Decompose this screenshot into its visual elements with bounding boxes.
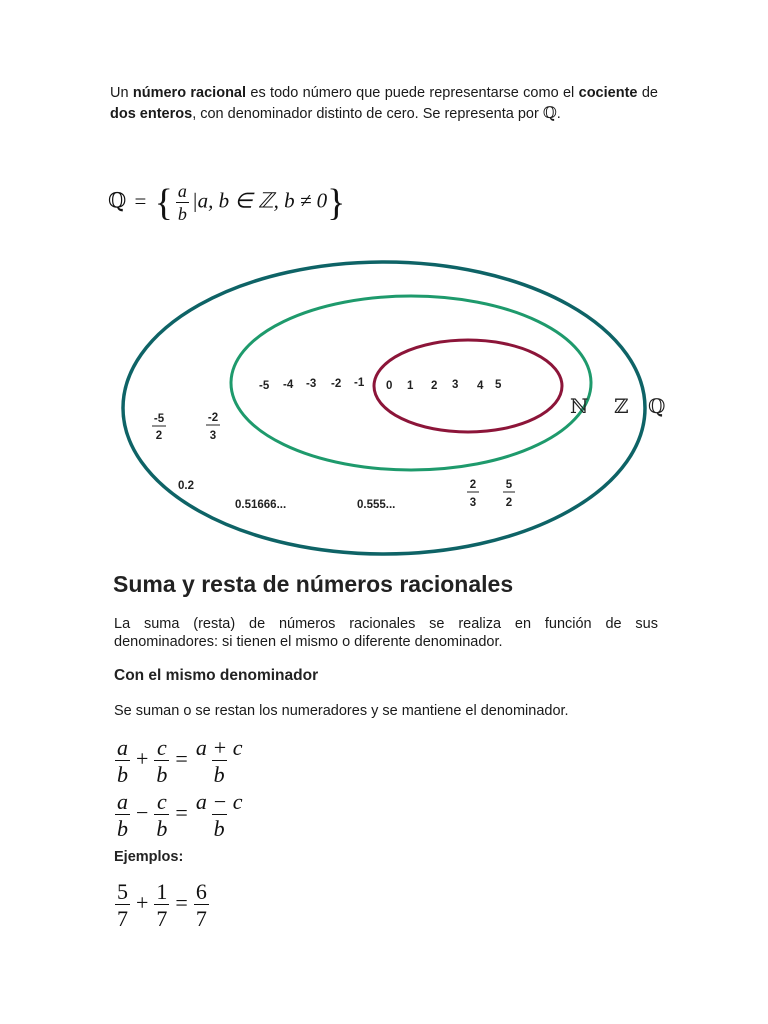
naturals-ellipse bbox=[374, 340, 562, 432]
rationals-label: ℚ bbox=[648, 394, 666, 418]
add-result-num: a + c bbox=[195, 735, 243, 760]
add-frac-2-den: b bbox=[156, 762, 168, 788]
sub-frac-2-den: b bbox=[156, 816, 168, 842]
sub-result-num: a − c bbox=[195, 789, 243, 814]
set-condition: |a, b ∈ ℤ, b ≠ 0 bbox=[191, 188, 328, 213]
integer-minus-4: -4 bbox=[283, 379, 294, 391]
integer-minus-5: -5 bbox=[259, 380, 270, 392]
sub-frac-2 bbox=[154, 790, 169, 840]
sub-result-den: b bbox=[213, 816, 225, 842]
sub-frac-1-den: b bbox=[117, 816, 128, 842]
rational-fraction-2-den: 3 bbox=[209, 430, 217, 442]
add-frac-1 bbox=[115, 736, 130, 786]
rational-fraction-3-num: 2 bbox=[469, 479, 477, 491]
set-equals: = bbox=[134, 188, 147, 213]
rational-fraction-3 bbox=[467, 479, 479, 509]
add-result bbox=[194, 736, 245, 786]
intro-text-5: . bbox=[556, 106, 561, 122]
integer-minus-2: -2 bbox=[331, 378, 342, 390]
set-lhs: ℚ bbox=[108, 188, 127, 213]
rational-fraction-2 bbox=[206, 412, 220, 442]
sub-frac-1 bbox=[115, 790, 130, 840]
integers-label: ℤ bbox=[614, 394, 629, 418]
example-frac-2-den: 7 bbox=[156, 906, 168, 932]
natural-3: 3 bbox=[452, 379, 459, 391]
rational-fraction-1-den: 2 bbox=[155, 430, 163, 442]
example-frac-1-num: 5 bbox=[117, 879, 128, 904]
add-operator: + bbox=[136, 746, 149, 772]
natural-5: 5 bbox=[495, 379, 502, 391]
section-text: La suma (resta) de números racionales se realiza en función de sus denominadores: si tienen el mismo o diferente denominador. bbox=[114, 616, 658, 650]
intro-text-3: de bbox=[637, 85, 658, 101]
rational-decimal-3: 0.555... bbox=[357, 499, 396, 511]
example-frac-2-num: 1 bbox=[156, 879, 168, 904]
intro-text-1: Un bbox=[110, 85, 133, 101]
natural-4: 4 bbox=[477, 380, 484, 392]
rationals-symbol: ℚ bbox=[542, 103, 557, 122]
subtraction-formula bbox=[112, 790, 247, 840]
intro-text-4: , con denominador distinto de cero. Se representa por bbox=[192, 106, 543, 122]
example-frac-1 bbox=[115, 880, 130, 930]
example-formula bbox=[112, 880, 212, 930]
add-frac-1-num: a bbox=[117, 735, 128, 760]
sub-frac-1-num: a bbox=[117, 789, 128, 814]
add-frac-2 bbox=[154, 736, 169, 786]
naturals-label: ℕ bbox=[570, 394, 589, 418]
example-operator: + bbox=[136, 890, 149, 916]
section-title: Suma y resta de números racionales bbox=[113, 571, 514, 597]
example-equals: = bbox=[175, 890, 188, 916]
subsection-title: Con el mismo denominador bbox=[114, 667, 319, 684]
add-result-den: b bbox=[213, 762, 225, 788]
sub-equals: = bbox=[175, 800, 188, 826]
addition-formula bbox=[112, 736, 247, 786]
natural-1: 1 bbox=[407, 380, 414, 392]
set-fraction-den: b bbox=[177, 203, 187, 224]
example-result-den: 7 bbox=[195, 906, 207, 932]
intro-bold-cociente: cociente bbox=[578, 85, 638, 101]
example-frac-1-den: 7 bbox=[117, 906, 128, 932]
open-brace: { bbox=[154, 181, 173, 224]
natural-2: 2 bbox=[431, 380, 438, 392]
rational-decimal-2: 0.51666... bbox=[235, 499, 287, 511]
add-equals: = bbox=[175, 746, 188, 772]
sub-operator: − bbox=[136, 800, 149, 826]
intro-bold-numero-racional: número racional bbox=[132, 85, 247, 101]
integer-minus-1: -1 bbox=[354, 377, 365, 389]
add-frac-1-den: b bbox=[117, 762, 128, 788]
natural-0: 0 bbox=[386, 380, 393, 392]
subsection-text: Se suman o se restan los numeradores y se mantiene el denominador. bbox=[114, 703, 569, 719]
intro-text-2: es todo número que puede representarse como el bbox=[246, 85, 579, 101]
example-result bbox=[194, 880, 209, 930]
rational-fraction-1-num: -5 bbox=[153, 413, 165, 425]
rational-fraction-4-den: 2 bbox=[505, 497, 513, 509]
rational-fraction-1 bbox=[152, 413, 166, 442]
rational-fraction-4 bbox=[503, 479, 515, 509]
rational-fraction-3-den: 3 bbox=[469, 497, 477, 509]
set-fraction-num: a bbox=[177, 181, 187, 201]
intro-bold-dos-enteros: dos enteros bbox=[110, 106, 193, 122]
example-result-num: 6 bbox=[195, 879, 207, 904]
examples-label: Ejemplos: bbox=[114, 849, 184, 865]
sub-result bbox=[194, 790, 245, 840]
rational-decimal-1: 0.2 bbox=[178, 480, 194, 492]
add-frac-2-num: c bbox=[157, 735, 167, 760]
rational-fraction-4-num: 5 bbox=[505, 479, 513, 491]
close-brace: } bbox=[327, 181, 346, 224]
rational-fraction-2-num: -2 bbox=[207, 412, 219, 424]
sub-frac-2-num: c bbox=[157, 789, 167, 814]
integer-minus-3: -3 bbox=[306, 378, 317, 390]
example-frac-2 bbox=[154, 880, 169, 930]
